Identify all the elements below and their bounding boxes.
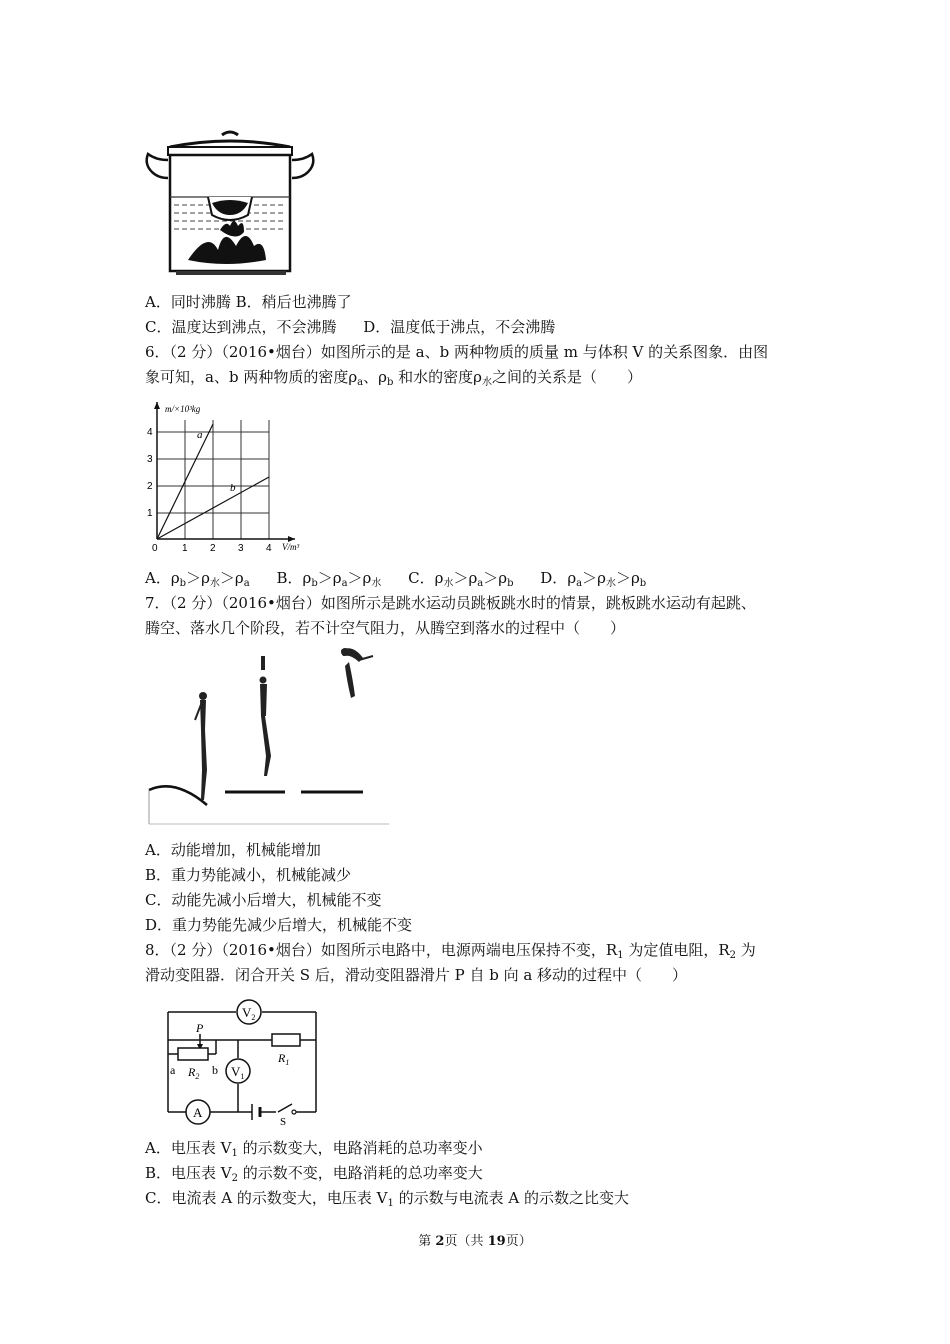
grid	[157, 420, 269, 539]
q5-option-d: D．温度低于沸点，不会沸腾	[363, 318, 556, 336]
q6-options	[145, 568, 646, 594]
x-tick-3: 3	[238, 543, 244, 554]
q6-option-a: A．$\rho_b>\rho_水>\rho_a$	[145, 569, 250, 589]
q5-option-b: B．稍后也沸腾了	[235, 293, 352, 311]
origin-label: 0	[152, 543, 158, 554]
r2-label: R	[188, 1065, 196, 1079]
x-tick-2: 2	[210, 543, 216, 554]
diver-2	[260, 656, 272, 776]
circuit-diagram	[150, 994, 325, 1126]
page-footer: 第 2页（共 19页）	[418, 1234, 532, 1249]
p-label: P	[196, 1021, 204, 1035]
svg-text:R1	[277, 1051, 289, 1067]
label-b: b	[230, 482, 236, 494]
q7-option-d: D．重力势能先减少后增大，机械能不变	[145, 916, 413, 934]
q7-option-c: C．动能先减小后增大，机械能不变	[145, 891, 382, 909]
diver-1	[195, 692, 207, 800]
q6-line-1: 6．（2 分）（2016•烟台）如图所示的是 a、b 两种物质的质量 m 与体积 V 的关系图象．由图	[145, 343, 769, 361]
q7-option-b: B．重力势能减小，机械能减少	[145, 866, 352, 884]
b-label: b	[212, 1063, 218, 1077]
diving-figure	[145, 640, 393, 828]
page-number: 2	[435, 1234, 445, 1249]
r1-resistor	[272, 1034, 300, 1046]
q8-option-b: B．电压表 $V_2$ 的示数不变，电路消耗的总功率变大	[145, 1164, 483, 1184]
mass-volume-graph	[145, 398, 320, 556]
q8-option-a: A．电压表 $V_1$ 的示数变大，电路消耗的总功率变小	[145, 1139, 483, 1159]
q6-option-d: D．$\rho_a>\rho_水>\rho_b$	[540, 569, 647, 589]
q8-line-1: 8．（2 分）（2016•烟台）如图所示电路中，电源两端电压保持不变，$R_1$ 为定值电阻，$R_2$ 为	[145, 941, 756, 961]
v2-label: V	[242, 1005, 252, 1020]
y-tick-1: 1	[147, 508, 153, 519]
q6-option-b: B．$\rho_b>\rho_a>\rho_水$	[276, 569, 382, 589]
x-tick-1: 1	[182, 543, 188, 554]
q6-line-2: 象可知，a、b 两种物质的密度$\rho_a$、$\rho_b$ 和水的密度$\rho_水$之间的关系是（ ）	[145, 368, 642, 388]
a-label: a	[170, 1063, 176, 1077]
q7-option-a: A．动能增加，机械能增加	[145, 841, 321, 859]
q5-option-c: C．温度达到沸点，不会沸腾	[145, 318, 337, 336]
svg-text:R2	[187, 1065, 199, 1081]
r2-resistor	[178, 1048, 208, 1060]
v1-sub: 1	[240, 1072, 245, 1081]
diver-3	[341, 648, 373, 698]
x-axis-label: V/m³	[282, 542, 300, 552]
label-a: a	[197, 429, 203, 441]
y-tick-3: 3	[147, 454, 153, 465]
r1-label: R	[278, 1051, 286, 1065]
y-axis-label: m/×10³kg	[165, 404, 201, 414]
q7-line-2: 腾空、落水几个阶段，若不计空气阻力，从腾空到落水的过程中（ ）	[145, 619, 626, 637]
q8-line-2: 滑动变阻器．闭合开关 S 后，滑动变阻器滑片 P 自 b 向 a 移动的过程中（ ）	[145, 966, 688, 984]
v1-label: V	[231, 1064, 241, 1079]
y-tick-4: 4	[147, 427, 153, 438]
q7-line-1: 7．（2 分）（2016•烟台）如图所示是跳水运动员跳板跳水时的情景，跳板跳水运动有起跳、	[145, 594, 756, 612]
ammeter-label: A	[193, 1105, 203, 1120]
v2-sub: 2	[251, 1013, 256, 1022]
q5-option-a: A．同时沸腾	[145, 293, 231, 311]
boiling-pot-figure	[140, 125, 315, 280]
x-tick-4: 4	[266, 543, 272, 554]
q6-option-c: C．$\rho_水>\rho_a>\rho_b$	[408, 569, 514, 589]
page-total: 19	[487, 1234, 506, 1249]
s-label: S	[280, 1116, 287, 1126]
r2-sub: 2	[195, 1072, 200, 1081]
r1-sub: 1	[285, 1058, 290, 1067]
y-tick-2: 2	[147, 481, 153, 492]
q8-option-c: C．电流表 A 的示数变大，电压表 $V_1$ 的示数与电流表 A 的示数之比变大	[145, 1189, 629, 1209]
